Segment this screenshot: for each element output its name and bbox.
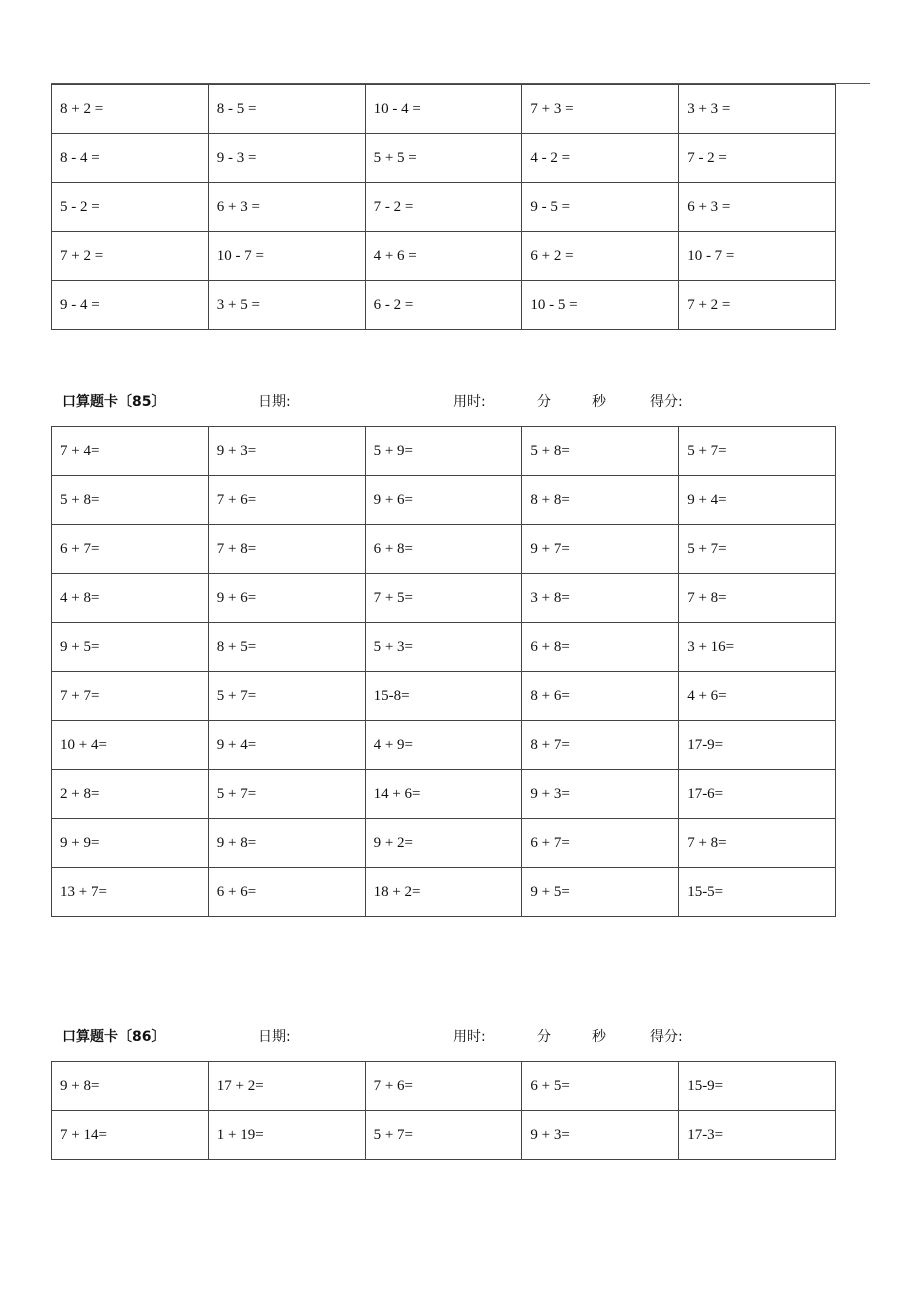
card-title: 口算题卡〔85〕	[62, 394, 166, 410]
problem-cell: 7 - 2 =	[365, 183, 522, 232]
problem-cell: 7 + 2 =	[679, 281, 836, 330]
minutes-label: 分	[537, 1029, 551, 1045]
table-row	[52, 868, 836, 917]
problem-cell: 7 + 5=	[365, 574, 522, 623]
time-label: 用时:	[453, 394, 486, 410]
problem-cell: 6 + 6=	[208, 868, 365, 917]
problem-cell: 2 + 8=	[52, 770, 209, 819]
problem-cell: 7 + 6=	[365, 1062, 522, 1111]
problem-cell: 9 + 3=	[208, 427, 365, 476]
minutes-label: 分	[537, 394, 551, 410]
problem-cell: 8 + 5=	[208, 623, 365, 672]
problem-cell: 7 + 2 =	[52, 232, 209, 281]
problem-cell: 8 + 8=	[522, 476, 679, 525]
table-row	[52, 770, 836, 819]
problem-cell: 9 - 4 =	[52, 281, 209, 330]
date-label: 日期:	[258, 1029, 291, 1045]
problem-cell: 5 + 8=	[52, 476, 209, 525]
problem-cell: 17-9=	[679, 721, 836, 770]
seconds-label: 秒	[592, 1029, 606, 1045]
problem-cell: 9 + 9=	[52, 819, 209, 868]
problem-cell: 5 + 7=	[208, 672, 365, 721]
problem-cell: 7 + 8=	[679, 819, 836, 868]
problem-cell: 5 + 8=	[522, 427, 679, 476]
problem-cell: 9 + 6=	[365, 476, 522, 525]
table-row	[52, 721, 836, 770]
problem-cell: 5 - 2 =	[52, 183, 209, 232]
problem-cell: 8 + 2 =	[52, 85, 209, 134]
problem-cell: 9 + 5=	[522, 868, 679, 917]
problem-cell: 9 + 5=	[52, 623, 209, 672]
problem-cell: 7 + 8=	[208, 525, 365, 574]
problem-cell: 14 + 6=	[365, 770, 522, 819]
problem-cell: 3 + 3 =	[679, 85, 836, 134]
problem-cell: 6 + 3 =	[679, 183, 836, 232]
problem-cell: 5 + 7=	[679, 427, 836, 476]
problem-cell: 9 - 3 =	[208, 134, 365, 183]
problem-cell: 18 + 2=	[365, 868, 522, 917]
score-label: 得分:	[650, 1029, 683, 1045]
problem-cell: 5 + 3=	[365, 623, 522, 672]
problem-cell: 9 + 8=	[208, 819, 365, 868]
problem-cell: 5 + 5 =	[365, 134, 522, 183]
problem-cell: 7 - 2 =	[679, 134, 836, 183]
problem-cell: 9 + 3=	[522, 1111, 679, 1160]
problem-cell: 15-8=	[365, 672, 522, 721]
problem-cell: 15-9=	[679, 1062, 836, 1111]
problem-cell: 6 + 3 =	[208, 183, 365, 232]
problem-cell: 6 + 8=	[365, 525, 522, 574]
table-row	[52, 427, 836, 476]
card-title: 口算题卡〔86〕	[62, 1029, 166, 1045]
problem-cell: 9 - 5 =	[522, 183, 679, 232]
problem-cell: 17-6=	[679, 770, 836, 819]
problem-cell: 5 + 7=	[679, 525, 836, 574]
problem-cell: 10 + 4=	[52, 721, 209, 770]
problem-cell: 3 + 5 =	[208, 281, 365, 330]
problem-cell: 3 + 8=	[522, 574, 679, 623]
problem-cell: 9 + 2=	[365, 819, 522, 868]
table-row	[52, 672, 836, 721]
table-row	[52, 134, 836, 183]
problem-cell: 6 + 2 =	[522, 232, 679, 281]
problem-cell: 9 + 6=	[208, 574, 365, 623]
problem-cell: 7 + 3 =	[522, 85, 679, 134]
problem-cell: 10 - 5 =	[522, 281, 679, 330]
table-row	[52, 1062, 836, 1111]
problem-cell: 8 - 5 =	[208, 85, 365, 134]
card-header-85	[0, 391, 920, 415]
problem-cell: 5 + 7=	[365, 1111, 522, 1160]
problem-cell: 4 + 6=	[679, 672, 836, 721]
problem-cell: 17 + 2=	[208, 1062, 365, 1111]
time-label: 用时:	[453, 1029, 486, 1045]
seconds-label: 秒	[592, 394, 606, 410]
problem-cell: 17-3=	[679, 1111, 836, 1160]
problem-table-84	[51, 84, 836, 330]
problem-cell: 7 + 6=	[208, 476, 365, 525]
problem-cell: 5 + 9=	[365, 427, 522, 476]
table-row	[52, 85, 836, 134]
problem-cell: 6 + 8=	[522, 623, 679, 672]
problem-cell: 8 + 6=	[522, 672, 679, 721]
problem-cell: 5 + 7=	[208, 770, 365, 819]
table-row	[52, 1111, 836, 1160]
problem-cell: 8 + 7=	[522, 721, 679, 770]
problem-cell: 4 + 6 =	[365, 232, 522, 281]
table-row	[52, 476, 836, 525]
problem-cell: 4 - 2 =	[522, 134, 679, 183]
problem-cell: 9 + 8=	[52, 1062, 209, 1111]
problem-cell: 6 + 7=	[522, 819, 679, 868]
problem-cell: 10 - 7 =	[679, 232, 836, 281]
table-row	[52, 525, 836, 574]
problem-cell: 3 + 16=	[679, 623, 836, 672]
problem-cell: 10 - 4 =	[365, 85, 522, 134]
problem-cell: 9 + 4=	[679, 476, 836, 525]
table-row	[52, 232, 836, 281]
problem-cell: 7 + 4=	[52, 427, 209, 476]
problem-cell: 1 + 19=	[208, 1111, 365, 1160]
problem-table-86	[51, 1061, 836, 1160]
problem-cell: 13 + 7=	[52, 868, 209, 917]
card-header-86	[0, 1026, 920, 1050]
problem-cell: 7 + 7=	[52, 672, 209, 721]
problem-table-85	[51, 426, 836, 917]
problem-cell: 15-5=	[679, 868, 836, 917]
problem-cell: 8 - 4 =	[52, 134, 209, 183]
problem-cell: 4 + 9=	[365, 721, 522, 770]
table-row	[52, 281, 836, 330]
problem-cell: 9 + 4=	[208, 721, 365, 770]
problem-cell: 7 + 14=	[52, 1111, 209, 1160]
problem-cell: 6 + 7=	[52, 525, 209, 574]
problem-cell: 4 + 8=	[52, 574, 209, 623]
score-label: 得分:	[650, 394, 683, 410]
problem-cell: 6 + 5=	[522, 1062, 679, 1111]
problem-cell: 6 - 2 =	[365, 281, 522, 330]
table-row	[52, 183, 836, 232]
table-row	[52, 574, 836, 623]
problem-cell: 9 + 3=	[522, 770, 679, 819]
date-label: 日期:	[258, 394, 291, 410]
problem-cell: 10 - 7 =	[208, 232, 365, 281]
problem-cell: 9 + 7=	[522, 525, 679, 574]
problem-cell: 7 + 8=	[679, 574, 836, 623]
table-row	[52, 819, 836, 868]
table-row	[52, 623, 836, 672]
